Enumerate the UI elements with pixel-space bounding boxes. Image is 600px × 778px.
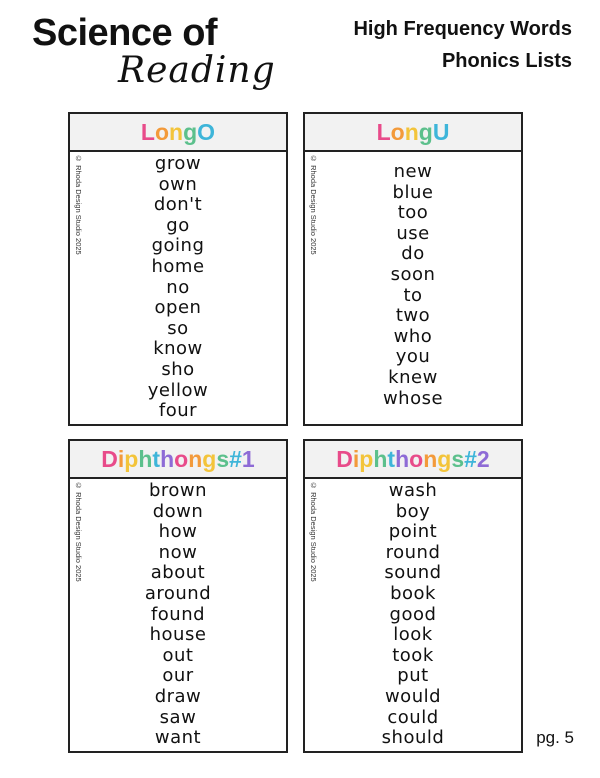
card-diphthongs-2 — [303, 439, 523, 753]
copyright-note: © Rhoda Design Studio 2025 — [309, 154, 318, 255]
word-item: own — [158, 173, 198, 195]
word-item: you — [395, 346, 431, 368]
card-title-text: Diphthongs#2 — [336, 446, 490, 472]
word-item: now — [158, 541, 198, 563]
word-item: yellow — [147, 379, 209, 401]
word-item: around — [144, 582, 212, 604]
word-item: so — [167, 317, 189, 339]
card-title-text: Diphthongs#1 — [101, 446, 255, 472]
word-item: new — [393, 161, 433, 182]
word-item: grow — [154, 153, 202, 174]
word-item: good — [389, 603, 437, 625]
word-list — [305, 481, 521, 749]
card-title — [305, 114, 521, 152]
card-title-text: LongU — [376, 119, 450, 145]
word-item: how — [158, 521, 198, 543]
word-item: going — [151, 235, 205, 257]
word-item: open — [154, 297, 202, 319]
word-item: too — [397, 202, 429, 224]
word-item: boy — [395, 500, 431, 522]
word-item: point — [388, 521, 438, 543]
word-item: house — [149, 624, 207, 646]
word-item: want — [154, 727, 202, 749]
card-diphthongs-1 — [68, 439, 288, 753]
word-item: sho — [161, 358, 195, 380]
card-title — [305, 441, 521, 479]
word-item: round — [385, 541, 441, 563]
copyright-note: © Rhoda Design Studio 2025 — [74, 481, 83, 582]
word-item: sound — [384, 562, 442, 584]
word-item: know — [153, 338, 203, 360]
word-item: could — [387, 706, 439, 728]
word-item: do — [401, 243, 425, 265]
word-item: whose — [382, 387, 444, 409]
word-item: brown — [148, 480, 208, 501]
word-item: go — [166, 214, 190, 236]
word-list — [70, 154, 286, 422]
page-subtitle: Phonics Lists — [441, 50, 572, 72]
word-item: knew — [388, 366, 438, 388]
word-item: saw — [159, 706, 197, 728]
word-item: soon — [390, 263, 436, 285]
card-title-text: LongO — [140, 119, 216, 145]
copyright-note: © Rhoda Design Studio 2025 — [74, 154, 83, 255]
word-item: look — [393, 624, 433, 646]
card-title — [70, 441, 286, 479]
word-item: would — [384, 685, 442, 707]
word-item: four — [158, 400, 198, 422]
card-long-o — [68, 112, 288, 426]
card-title — [70, 114, 286, 152]
word-item: our — [162, 665, 194, 687]
word-item: down — [152, 500, 204, 522]
copyright-note: © Rhoda Design Studio 2025 — [309, 481, 318, 582]
word-item: wash — [388, 480, 438, 501]
word-item: put — [397, 665, 429, 687]
word-item: about — [150, 562, 206, 584]
word-item: don't — [153, 194, 203, 216]
word-item: two — [395, 305, 431, 327]
word-list — [305, 162, 521, 409]
word-list — [70, 481, 286, 749]
word-item: draw — [154, 685, 202, 707]
word-item: use — [396, 222, 430, 244]
logo-line-1: Science of — [32, 12, 218, 54]
word-item: no — [166, 276, 190, 298]
word-item: home — [151, 255, 205, 277]
logo-line-2: Reading — [118, 50, 276, 91]
word-item: blue — [392, 181, 434, 203]
word-item: who — [393, 325, 433, 347]
card-long-u — [303, 112, 523, 426]
page-number: pg. 5 — [536, 728, 574, 747]
word-item: book — [390, 582, 436, 604]
word-item: took — [392, 644, 434, 666]
word-item: out — [162, 644, 194, 666]
word-item: found — [150, 603, 206, 625]
page-title: High Frequency Words — [353, 18, 572, 40]
word-item: to — [403, 284, 423, 306]
word-item: should — [381, 727, 445, 749]
